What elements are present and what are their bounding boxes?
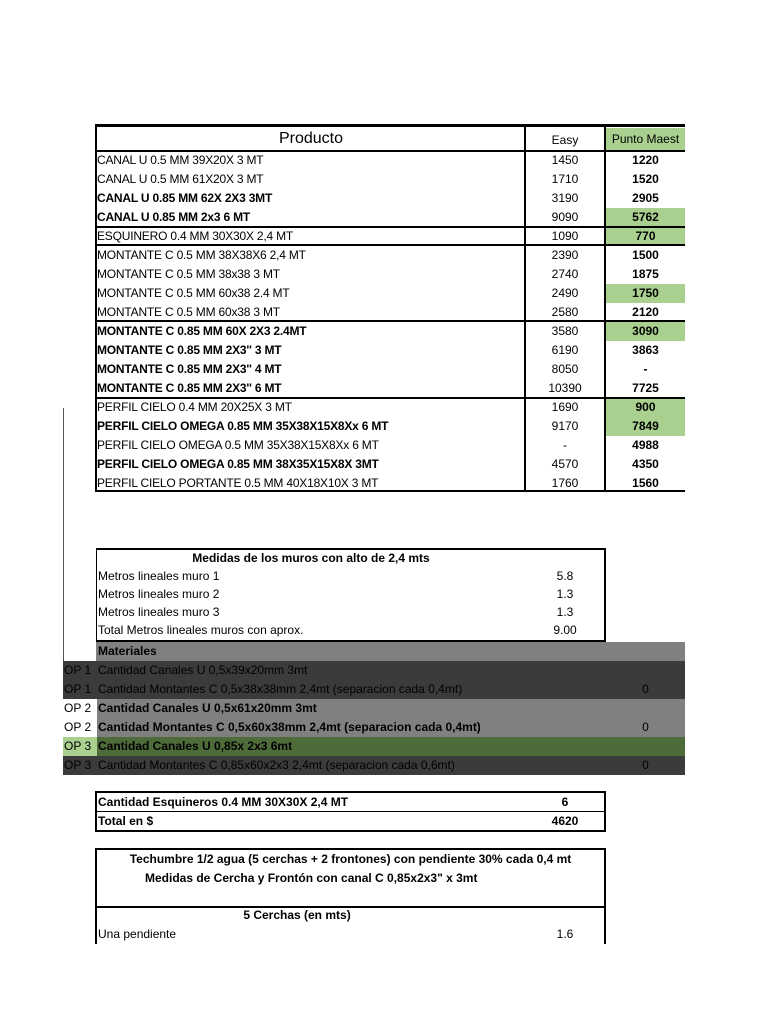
- corner-row-label: Cantidad Esquineros 0.4 MM 30X30X 2,4 MT: [98, 795, 349, 809]
- punto-price-cell: 1560: [632, 476, 659, 490]
- table-row: [0, 322, 768, 341]
- price-table-top-border: [95, 124, 685, 127]
- table-row: [0, 151, 768, 170]
- punto-price-cell: 1520: [632, 172, 659, 186]
- product-name-cell: PERFIL CIELO OMEGA 0.5 MM 35X38X15X8Xx 6 MT: [97, 438, 379, 452]
- material-value: 0: [642, 720, 649, 734]
- product-name-cell: PERFIL CIELO OMEGA 0.85 MM 38X35X15X8X 3MT: [97, 457, 379, 471]
- wall-row-value: 1.3: [556, 587, 574, 601]
- material-label: Cantidad Canales U 0,85x 2x3 6mt: [98, 739, 293, 753]
- table-row: [0, 341, 768, 360]
- easy-price-cell: 1450: [551, 153, 579, 167]
- easy-price-cell: 9090: [551, 210, 579, 224]
- easy-price-cell: 2390: [551, 248, 579, 262]
- punto-price-cell: 7725: [632, 381, 659, 395]
- material-value: 0: [642, 758, 649, 772]
- price-group-border-4: [95, 397, 685, 399]
- easy-price-cell: 2490: [551, 286, 579, 300]
- price-table-col-divider-2: [604, 124, 606, 492]
- materials-block: [0, 642, 768, 774]
- product-name-cell: PERFIL CIELO PORTANTE 0.5 MM 40X18X10X 3 MT: [97, 476, 379, 490]
- roof-left-border: [95, 908, 97, 944]
- wall-row-value: 1.3: [556, 605, 574, 619]
- table-row: [0, 398, 768, 417]
- product-name-cell: MONTANTE C 0.5 MM 38X38X6 2,4 MT: [97, 248, 306, 262]
- walls-title: Medidas de los muros con alto de 2,4 mts: [192, 551, 430, 565]
- material-label: Cantidad Canales U 0,5x39x20mm 3mt: [98, 663, 308, 677]
- wall-row-label: Metros lineales muro 3: [98, 605, 220, 619]
- easy-price-cell: 9170: [551, 419, 579, 433]
- corner-row-value: 4620: [551, 814, 579, 828]
- punto-price-cell: 1875: [632, 267, 659, 281]
- material-label: Cantidad Montantes C 0,5x38x38mm 2,4mt (separacion cada 0,4mt): [98, 682, 463, 696]
- table-row: [0, 208, 768, 227]
- punto-price-cell: 1750: [606, 284, 685, 303]
- option-tag: OP 2: [63, 699, 97, 718]
- punto-price-cell: 7849: [606, 417, 685, 436]
- roof-right-border: [604, 908, 606, 944]
- option-tag: OP 1: [63, 680, 97, 699]
- easy-price-cell: 10390: [548, 381, 582, 395]
- price-group-border-2: [95, 244, 685, 246]
- product-name-cell: MONTANTE C 0.5 MM 60x38 2.4 MT: [97, 286, 290, 300]
- easy-price-cell: 8050: [551, 362, 579, 376]
- table-row: [0, 379, 768, 398]
- left-guide-line: [63, 408, 64, 662]
- roof-row-value: 1.6: [556, 927, 574, 941]
- wall-row-value: 5.8: [556, 569, 574, 583]
- product-name-cell: PERFIL CIELO 0.4 MM 20X25X 3 MT: [97, 400, 292, 414]
- product-name-cell: CANAL U 0.85 MM 2x3 6 MT: [97, 210, 251, 224]
- table-row: [0, 189, 768, 208]
- price-table: [0, 0, 768, 500]
- table-row: [0, 284, 768, 303]
- product-name-cell: PERFIL CIELO OMEGA 0.85 MM 35X38X15X8Xx 6 MT: [97, 419, 389, 433]
- material-label: Cantidad Montantes C 0,85x60x2x3 2,4mt (separacion cada 0,6mt): [98, 758, 455, 772]
- wall-row-label: Metros lineales muro 1: [98, 569, 220, 583]
- easy-price-cell: 1090: [551, 229, 579, 243]
- product-name-cell: CANAL U 0.5 MM 61X20X 3 MT: [97, 172, 264, 186]
- material-value: [606, 661, 685, 680]
- table-row: [0, 265, 768, 284]
- punto-column-header: Punto Maest: [606, 128, 685, 150]
- walls-col-divider: [604, 548, 605, 642]
- table-row: [0, 246, 768, 265]
- easy-price-cell: 3580: [551, 324, 579, 338]
- easy-price-cell: 3190: [551, 191, 579, 205]
- price-table-bottom-border: [95, 490, 685, 492]
- price-table-header-border: [95, 150, 685, 152]
- roof-title-line-2: Medidas de Cercha y Frontón con canal C 0,85x2x3" x 3mt: [145, 871, 478, 885]
- corner-row-value: 6: [561, 795, 569, 809]
- product-name-cell: MONTANTE C 0.5 MM 60x38 3 MT: [97, 305, 280, 319]
- material-value: [606, 699, 685, 718]
- wall-row-label: Metros lineales muro 2: [98, 587, 220, 601]
- roof-row-label: Una pendiente: [98, 927, 177, 941]
- punto-price-cell: 2120: [632, 305, 659, 319]
- corner-row-label: Total en $: [98, 814, 154, 828]
- punto-price-cell: 5762: [606, 208, 685, 227]
- easy-price-cell: -: [563, 438, 567, 452]
- roof-subtitle: 5 Cerchas (en mts): [243, 908, 351, 922]
- easy-price-cell: 1710: [551, 172, 579, 186]
- punto-price-cell: 3090: [606, 322, 685, 341]
- table-row: [0, 360, 768, 379]
- easy-price-cell: 6190: [551, 343, 579, 357]
- price-table-left-border: [95, 124, 97, 492]
- product-name-cell: CANAL U 0.5 MM 39X20X 3 MT: [97, 153, 264, 167]
- material-label: Cantidad Montantes C 0,5x60x38mm 2,4mt (separacion cada 0,4mt): [98, 720, 481, 734]
- punto-price-cell: 4350: [632, 457, 659, 471]
- punto-price-cell: 2905: [632, 191, 659, 205]
- punto-price-cell: 1500: [632, 248, 659, 262]
- material-value: [606, 737, 685, 756]
- material-value: 0: [642, 682, 649, 696]
- product-name-cell: MONTANTE C 0.85 MM 2X3'' 4 MT: [97, 362, 282, 376]
- price-group-border-1: [95, 226, 685, 228]
- product-name-cell: MONTANTE C 0.85 MM 60X 2X3 2.4MT: [97, 324, 307, 338]
- option-tag: OP 1: [63, 661, 97, 680]
- punto-price-cell: 770: [606, 227, 685, 246]
- easy-price-cell: 2740: [551, 267, 579, 281]
- punto-price-cell: 900: [606, 398, 685, 417]
- easy-column-header: Easy: [551, 133, 579, 147]
- product-name-cell: CANAL U 0.85 MM 62X 2X3 3MT: [97, 191, 273, 205]
- easy-price-cell: 2580: [551, 305, 579, 319]
- material-label: Cantidad Canales U 0,5x61x20mm 3mt: [98, 701, 317, 715]
- materials-header: Materiales: [98, 644, 157, 658]
- product-column-header: Producto: [278, 130, 344, 147]
- table-row: [0, 417, 768, 436]
- option-tag: OP 3: [63, 756, 97, 775]
- punto-price-cell: 4988: [632, 438, 659, 452]
- product-name-cell: MONTANTE C 0.85 MM 2X3'' 3 MT: [97, 343, 282, 357]
- product-name-cell: ESQUINERO 0.4 MM 30X30X 2,4 MT: [97, 229, 294, 243]
- easy-price-cell: 1690: [551, 400, 579, 414]
- price-group-border-3: [95, 320, 685, 322]
- roof-title-line-1: Techumbre 1/2 agua (5 cerchas + 2 frontones) con pendiente 30% cada 0,4 mt: [129, 852, 572, 866]
- punto-price-cell: 1220: [632, 153, 659, 167]
- easy-price-cell: 1760: [551, 476, 579, 490]
- punto-price-cell: -: [643, 362, 648, 376]
- price-table-col-divider-1: [524, 124, 526, 492]
- product-name-cell: MONTANTE C 0.85 MM 2X3'' 6 MT: [97, 381, 282, 395]
- wall-row-label: Total Metros lineales muros con aprox.: [98, 623, 304, 637]
- product-name-cell: MONTANTE C 0.5 MM 38x38 3 MT: [97, 267, 280, 281]
- option-tag: OP 2: [63, 718, 97, 737]
- table-row: [0, 436, 768, 455]
- easy-price-cell: 4570: [551, 457, 579, 471]
- option-tag: OP 3: [63, 737, 97, 756]
- table-row: [0, 170, 768, 189]
- wall-row-value: 9.00: [553, 623, 577, 637]
- punto-price-cell: 3863: [632, 343, 659, 357]
- table-row: [0, 455, 768, 474]
